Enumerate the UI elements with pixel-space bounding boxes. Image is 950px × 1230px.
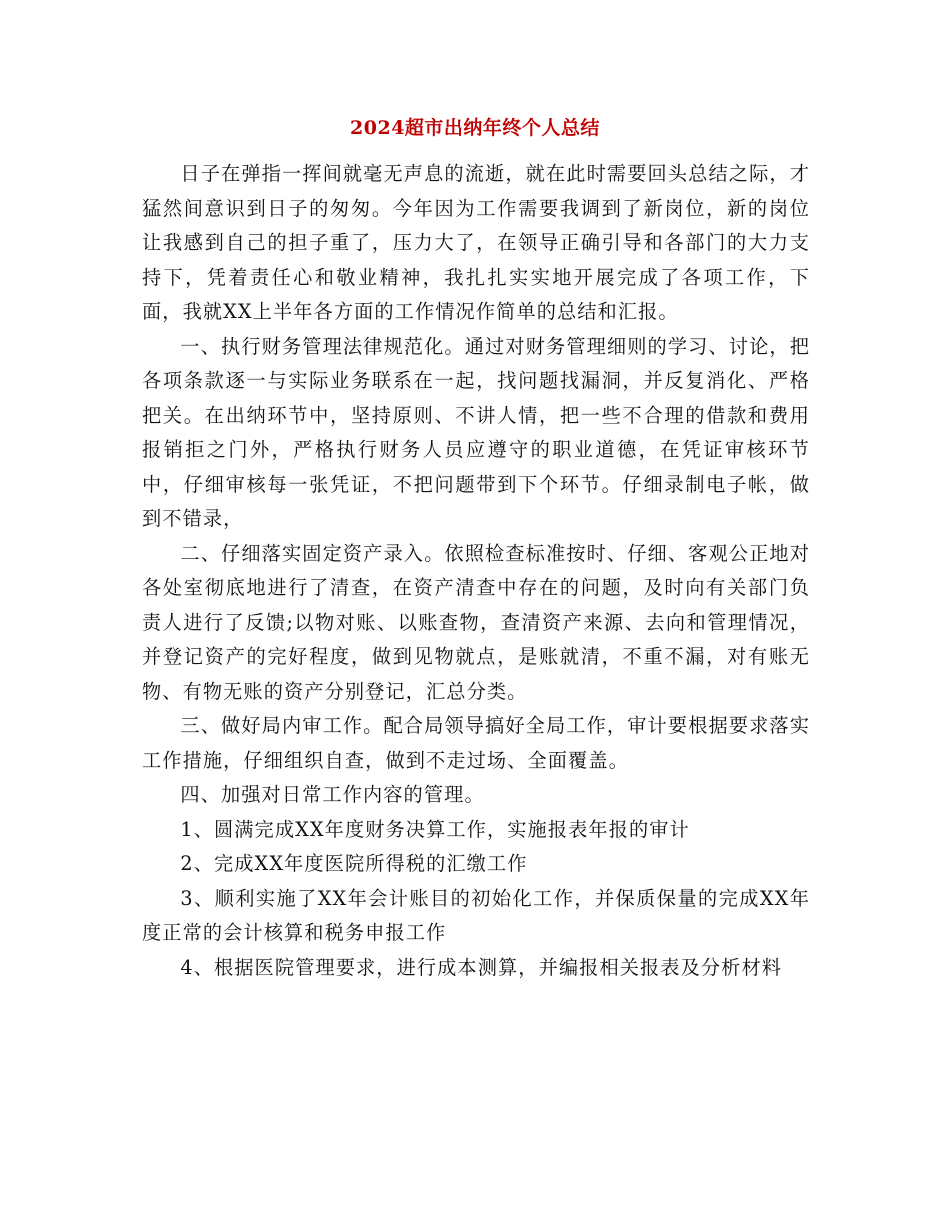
paragraph-intro: 日子在弹指一挥间就毫无声息的流逝，就在此时需要回头总结之际，才猛然间意识到日子的匆匆。今年因为工作需要我调到了新岗位，新的岗位让我感到自己的担子重了，压力大了，在领导正确引导和各部门的大力支持下，凭着责任心和敬业精神，我扎扎实实地开展完成了各项工作，下面，我就XX上半年各方面的工作情况作简单的总结和汇报。	[142, 162, 810, 323]
paragraph-section-1: 一、执行财务管理法律规范化。通过对财务管理细则的学习、讨论，把各项条款逐一与实际业务联系在一起，找问题找漏洞，并反复消化、严格把关。在出纳环节中，坚持原则、不讲人情，把一些不合理的借款和费用报销拒之门外，严格执行财务人员应遵守的职业道德，在凭证审核环节中，仔细审核每一张凭证，不把问题带到下个环节。仔细录制电子帐，做到不错录，	[142, 334, 810, 530]
paragraph-section-4: 四、加强对日常工作内容的管理。	[180, 783, 485, 806]
list-item: 4、根据医院管理要求，进行成本测算，并编报相关报表及分析材料	[180, 955, 783, 979]
list-item: 3、顺利实施了XX年会计账目的初始化工作，并保质保量的完成XX年度正常的会计核算和税务申报工作	[142, 886, 810, 944]
list-item: 2、完成XX年度医院所得税的汇缴工作	[180, 852, 528, 875]
paragraph-section-2: 二、仔细落实固定资产录入。依照检查标准按时、仔细、客观公正地对各处室彻底地进行了清查，在资产清查中存在的问题，及时向有关部门负责人进行了反馈;以物对账、以账查物，查清资产来源、去向和管理情况，并登记资产的完好程度，做到见物就点，是账就清，不重不漏，对有账无物、有物无账的资产分别登记，汇总分类。	[142, 541, 810, 703]
document-title: 2024超市出纳年终个人总结	[350, 117, 600, 139]
document-body	[142, 157, 810, 985]
list-item: 1、圆满完成XX年度财务决算工作，实施报表年报的审计	[180, 817, 690, 841]
paragraph-section-3: 三、做好局内审工作。配合局领导搞好全局工作，审计要根据要求落实工作措施，仔细组织自查，做到不走过场、全面覆盖。	[142, 714, 810, 772]
